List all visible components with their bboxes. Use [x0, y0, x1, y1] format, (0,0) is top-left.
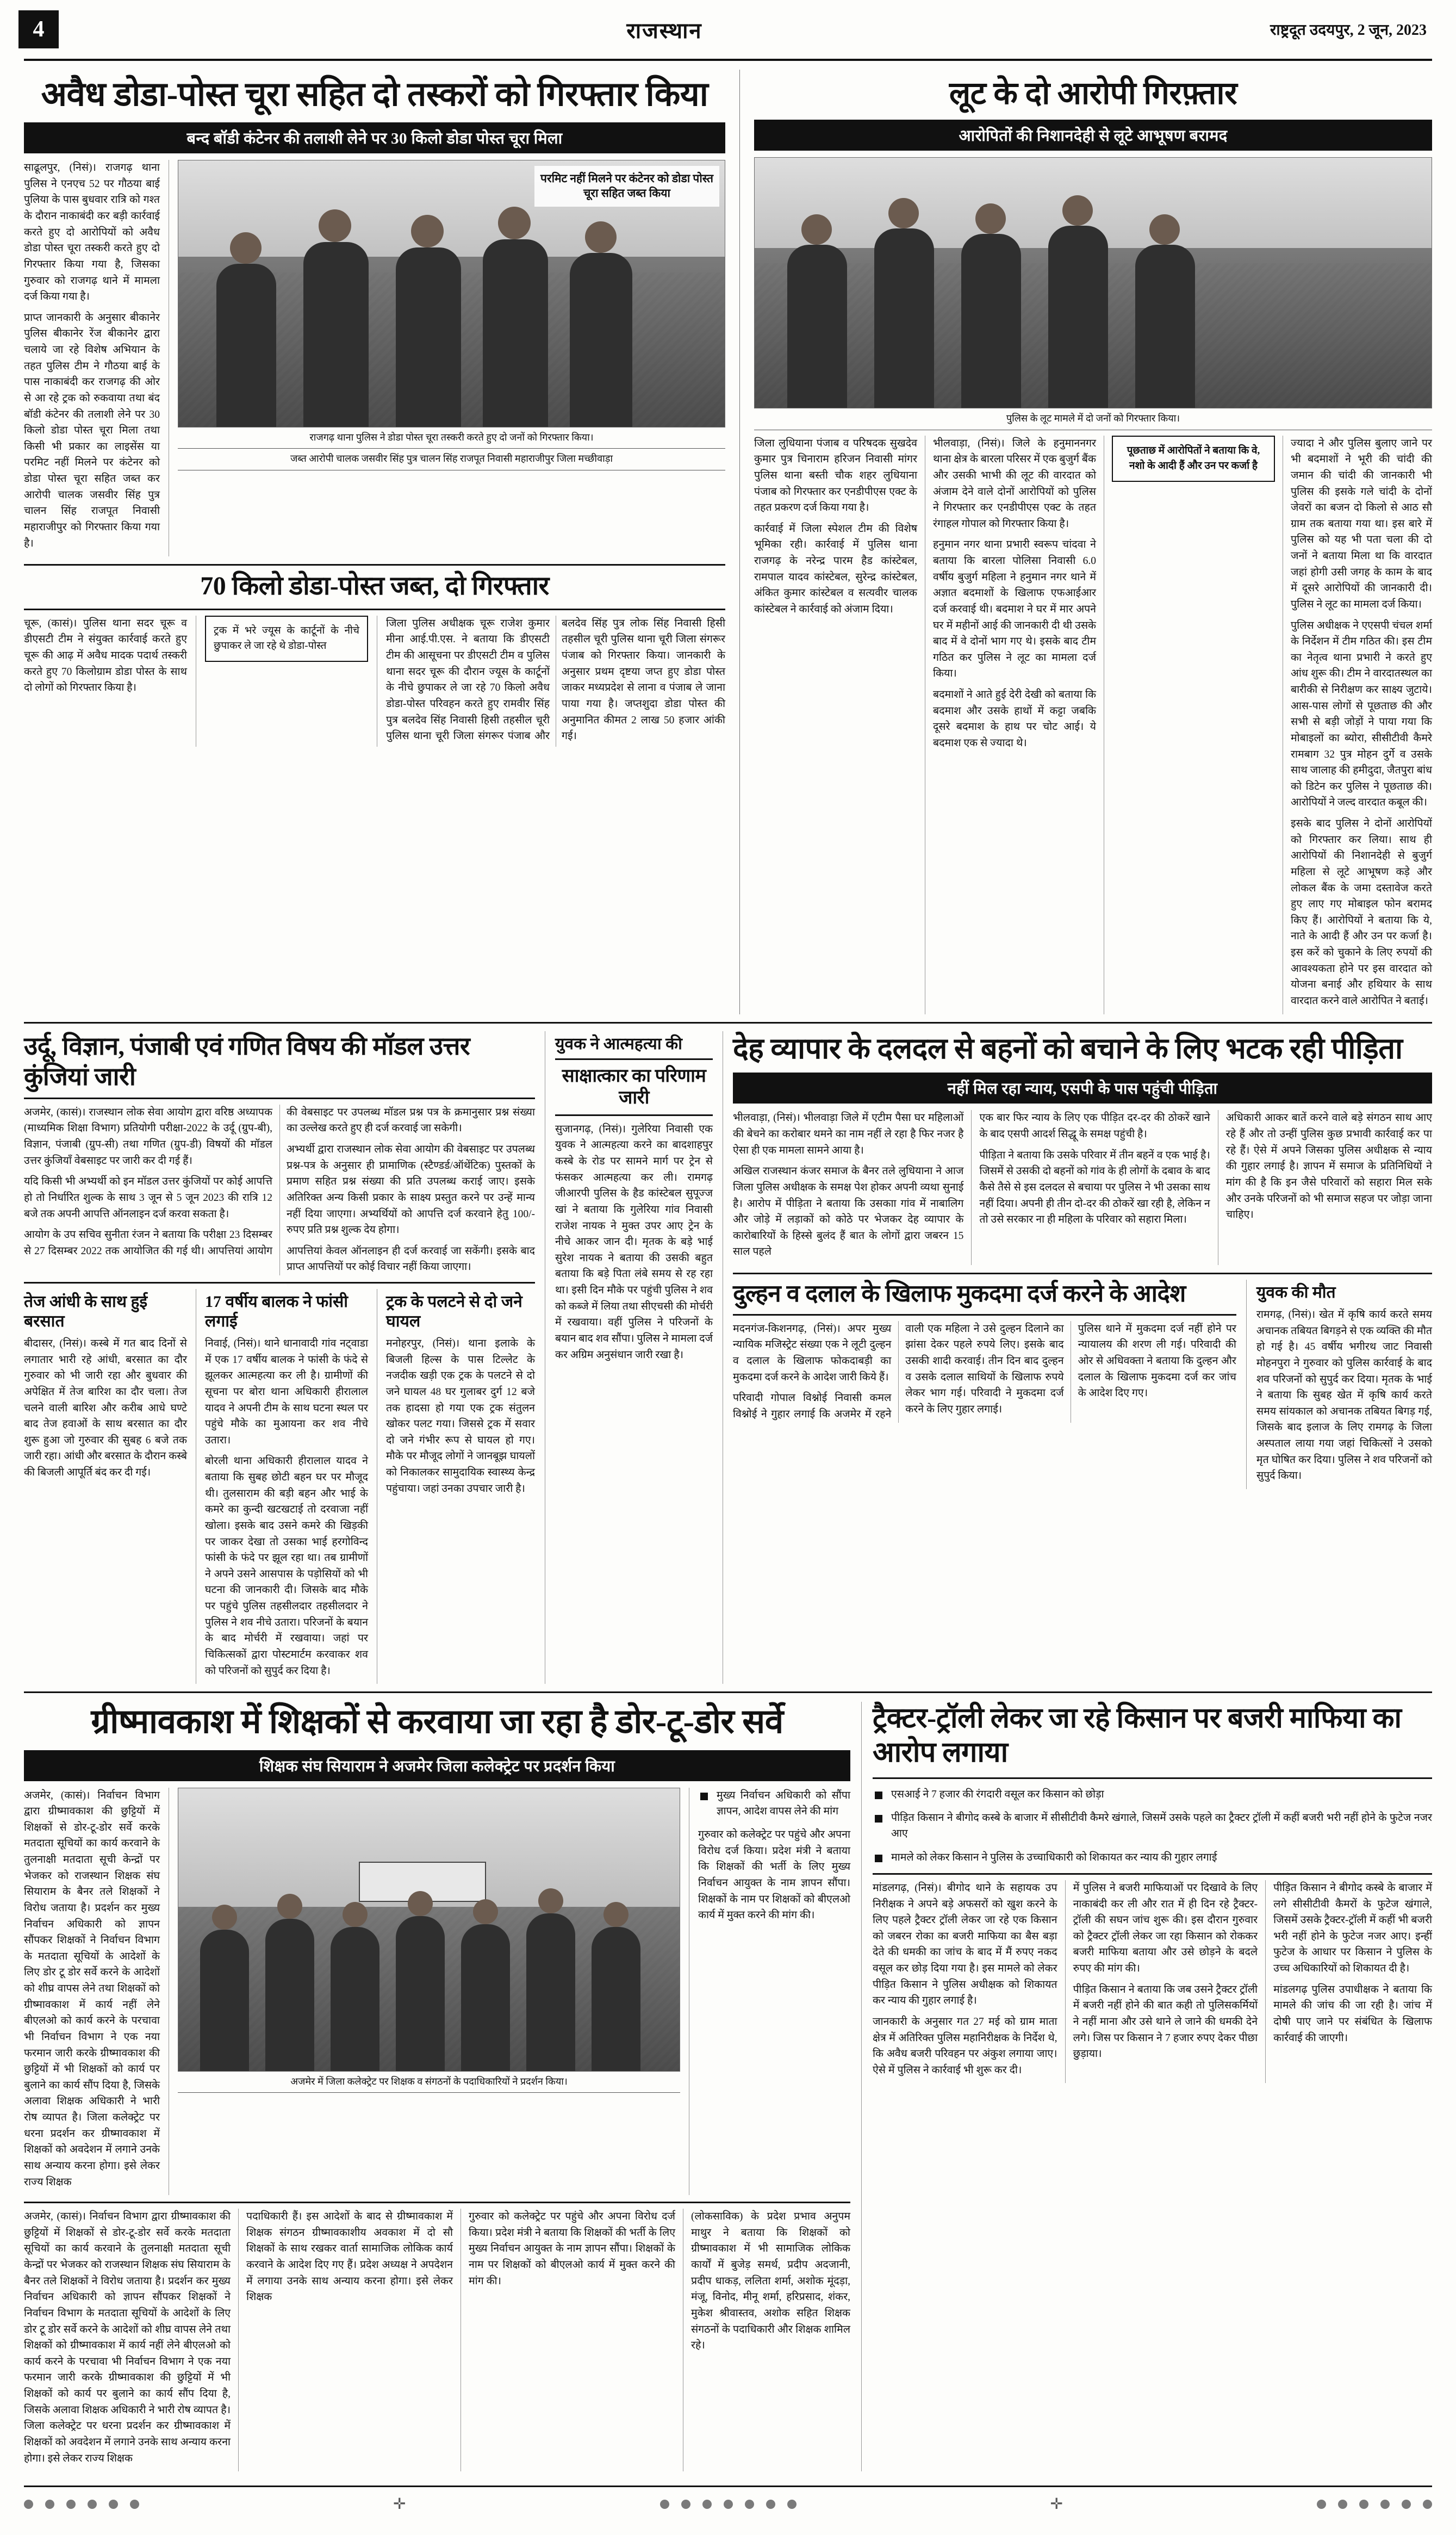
- top-section: [24, 70, 1432, 1014]
- bottom-right-article: [861, 1702, 1432, 2471]
- bottom-left-text-col4: (लोकसाविक) के प्रदेश प्रभाव अनुपम माथुर ने बताया कि शिक्षकों को ग्रीष्मावकाश में भी सामाजिक लोकिक कार्यों में बुजेड़ समर्थ, प्रदीप अदजानी, प्रदीप धाकड़, ललिता शर्मा, अशोक मूंदड़ा, मंजू, विनोद, मीनू शर्मा, हरिप्रसाद, शंकर, मुकेश श्रीवास्तव, अशोक सहित शिक्षक संगठनों के पदाधिकारी और शिक्षक शामिल रहे।: [683, 2209, 850, 2471]
- registration-dot: [130, 2500, 139, 2509]
- dot-group-left: [24, 2500, 139, 2509]
- mid-right-kicker: नहीं मिल रहा न्याय, एसपी के पास पहुंची पीड़िता: [733, 1073, 1432, 1104]
- bottom-left-box: मुख्य निर्वाचन अधिकारी को सौंपा ज्ञापन, आदेश वापस लेने की मांग गुरुवार को कलेक्ट्रेट पर पहुंचे और अपना विरोध दर्ज किया। प्रदेश मंत्री ने बताया कि शिक्षकों की भर्ती के लिए मुख्य निर्वाचन आयुक्त के नाम ज्ञापन सौंपा। शिक्षकों के नाम पर शिक्षकों को बीएलओ कार्य में मुक्त करने की मांग की।: [689, 1788, 850, 2196]
- registration-dot: [1423, 2500, 1432, 2509]
- mid-right2-article: [733, 1280, 1246, 1489]
- mid-left-group: [24, 1031, 545, 1684]
- bottom-left-text-col2: पदाधिकारी हैं। इस आदेशों के बाद से ग्रीष्मावकाश में शिक्षक संगठन ग्रीष्मावकाशीय अवकाश में दो सौ शिक्षकों के साथ रखकर वार्ता सामाजिक लोकिक कार्य करवाने के आदेश दिए गए हैं। प्रदेश अध्यक्ष ने अपदेशन में लगाया उनके साथ अन्याय करना होगा। इसे लेकर शिक्षक: [238, 2209, 461, 2471]
- dot-group-center: [660, 2500, 797, 2509]
- mid-left4-headline: ट्रक के पलटने से दो जने घायल: [386, 1293, 522, 1331]
- mid-center-subhead: साक्षात्कार का परिणाम जारी: [555, 1058, 713, 1116]
- registration-dot: [745, 2500, 754, 2509]
- lead-left-body-col1: साढूलपुर, (निसं)। राजगढ़ थाना पुलिस ने एनएच 52 पर गौठया बाई पुलिया के पास बुधवार रात्रि को गश्त के दौरान नाकाबंदी कर बड़ी कार्रवाई करते हुए दो आरोपियों को अवैध डोडा पोस्त चूरा तस्करी करते हुए दो गिरफ्तार किया गया है, जिसका गुरुवार को राजगढ़ थाने में मामला दर्ज किया गया है। प्राप्त जानकारी के अनुसार बीकानेर पुलिस बीकानेर रेंज बीकानेर द्वारा चलाये जा रहे विशेष अभियान के तहत पुलिस टीम ने गौठया बाई के पास नाकाबंदी कर राजगढ़ की ओर से आ रहे ट्रक को रुकवाया तथा बंद बॉडी कंटेनर की तलाशी लेने पर 30 किलो डोडा पोस्त चूरा मिला तथा किसी भी प्रकार का लाइसेंस या परमिट नहीं मिलने पर कंटेनर को डोडा पोस्त चूरा सहित जब्त कर आरोपी चालक जसवीर सिंह पुत्र चालन सिंह राजपूत निवासी महाराजीपुर को गिरफ्तार किया गया है।: [24, 162, 160, 549]
- bottom-right-col1: मांडलगढ़, (निसं)। बीगोद थाने के सहायक उप निरीक्षक ने अपने बड़े अफसरों को खुश करने के लिए पहले ट्रैक्टर ट्रॉली लेकर जा रहे एक किसान को जबरन रोका का बजरी माफिया का बैस बड़ा देते की धमकी का जांच के बाद में मैं रुपए नकद वसूल कर छोड़ दिया गया है। इस मामले को लेकर पीड़ित किसान ने पुलिस अधीक्षक को शिकायत कर न्याय की गुहार लगाई है। जानकारी के अनुसार गत 27 मई को ग्राम माता क्षेत्र में अतिरिक्त पुलिस महानिरीक्षक के निर्देश थे, कि अवैध बजरी परिवहन पर अंकुश लगाया जाए। ऐसे में पुलिस ने कार्रवाई भी शुरू कर दी।: [873, 1882, 1057, 2076]
- lead-right-article: [754, 70, 1432, 1014]
- bullet-item: एसआई ने 7 हजार की रंगदारी वसूल कर किसान को छोड़ा: [873, 1787, 1432, 1802]
- bottom-right-bullets: [873, 1777, 1432, 1865]
- dot-group-right: [1317, 2500, 1432, 2509]
- lead-left-article: [24, 70, 725, 1014]
- bullet-item: पीड़ित किसान ने बीगोद कस्बे के बाजार में सीसीटीवी कैमरे खंगाले, जिसमें उसके पहले का ट्रैक्टर ट्रॉली में कहीं बजरी भरी नहीं होने के फुटेज नजर आए: [873, 1810, 1432, 1842]
- registration-dot: [88, 2500, 97, 2509]
- lead-left-second-article: [24, 564, 725, 747]
- registration-dot: [1402, 2500, 1411, 2509]
- bottom-left-headline: ग्रीष्मावकाश में शिक्षकों से करवाया जा रहा है डोर-टू-डोर सर्वे: [91, 1703, 783, 1741]
- lead-left-photo-caption: राजगढ़ थाना पुलिस ने डोडा पोस्त चूरा तस्करी करते हुए दो जनों को गिरफ्तार किया।: [178, 427, 725, 449]
- registration-cross-icon: ✛: [1050, 2496, 1063, 2513]
- bottom-left-col1: अजमेर, (कासं)। निर्वाचन विभाग द्वारा ग्रीष्मावकाश की छुट्टियों में शिक्षकों से डोर-टू-डोर सर्वे करके मतदाता सूचियों का कार्य करवाने के तुलनाक्षी मतदाता सूची केन्द्रों पर भेजकर को राजस्थान शिक्षक संघ सियाराम के बैनर तले शिक्षकों ने विरोध जताया है। प्रदर्शन कर मुख्य निर्वाचन अधिकारी को ज्ञापन सौंपकर शिक्षकों ने निर्वाचन विभाग के मतदाता सूचियों के आदेशों के लिए डोर टू डोर सर्वे करने के आदेशों को शीघ्र वापस लेने तथा शिक्षकों को ग्रीष्मावकाश में कार्य नहीं लेने बीएलओ को कार्य करने के परचावा भी निर्वाचन विभाग ने एक नया फरमान जारी करके ग्रीष्मावकाश की छुट्टियों में भी शिक्षकों को कार्य पर बुलाने का कार्य सौंप दिया है, जिसके अलावा शिक्षक अधिकारी ने भारी रोष व्यापत है। जिला कलेक्ट्रेट पर धरना प्रदर्शन कर ग्रीष्मावकाश में शिक्षकों को अवदेशन में लगाने उनके साथ अन्याय करना होगा। इसे लेकर राज्य शिक्षक: [24, 1789, 160, 2188]
- mid-right-col3: अधिकारी आकर बातें करने वाले बड़े संगठन साथ आए रहे हैं और तो उन्हीं पुलिस कुछ प्रभावी कार्रवाई कर पा रहे हैं। ऐसे में अपने जिसका पुलिस अधीक्षक से न्याय की गुहार लगाई है। ज्ञापन में समाज के प्रतिनिधियों ने मांग की है कि इन जैसे परिवारों को सहारा मिल सके और उनके परिजनों को भी समाज सहज पर जोड़ा जाना चाहिए।: [1218, 1110, 1432, 1265]
- mid-right2-body: मदनगंज-किशनगढ़, (निसं)। अपर मुख्य न्यायिक मजिस्ट्रेट संख्या एक ने लूटी दुल्हन व दलाल के खिलाफ फोकदाबड़ी का मुकदमा दर्ज करने के आदेश जारी किये हैं। परिवादी गोपाल विश्नोई निवासी कमल विश्नोई ने गुहार लगाई कि अजमेर में रहने वाली एक महिला ने उसे दुल्हन दिलाने का झांसा देकर पहले रुपये लिए। इसके बाद उसकी शादी करवाई। तीन दिन बाद दुल्हन व उसके दलाल साथियों के खिलाफ रुपये लेकर भाग गई। परिवादी ने मुकदमा दर्ज करने के लिए गुहार लगाई। पुलिस थाने में मुकदमा दर्ज नहीं होने पर न्यायालय की शरण ली गई। परिवादी की ओर से अधिवक्ता ने बताया कि दुल्हन और दलाल के खिलाफ मुकदमा दर्ज कर जांच के आदेश दिए गए।: [733, 1314, 1236, 1423]
- registration-dot: [681, 2500, 690, 2509]
- bullet-item: मामले को लेकर किसान ने पुलिस के उच्चाधिकारी को शिकायत कर न्याय की गुहार लगाई: [873, 1850, 1432, 1865]
- mid-right2-headline: दुल्हन व दलाल के खिलाफ मुकदमा दर्ज करने के आदेश: [733, 1280, 1186, 1307]
- bottom-left-text-col1: अजमेर, (कासं)। निर्वाचन विभाग द्वारा ग्रीष्मावकाश की छुट्टियों में शिक्षकों से डोर-टू-डोर सर्वे करके मतदाता सूचियों का कार्य करवाने के तुलनाक्षी मतदाता सूची केन्द्रों पर भेजकर को राजस्थान शिक्षक संघ सियाराम के बैनर तले शिक्षकों ने विरोध जताया है। प्रदर्शन कर मुख्य निर्वाचन अधिकारी को ज्ञापन सौंपकर शिक्षकों ने निर्वाचन विभाग के मतदाता सूचियों के आदेशों के लिए डोर टू डोर सर्वे करने के आदेशों को शीघ्र वापस लेने तथा शिक्षकों को ग्रीष्मावकाश में कार्य नहीं लेने बीएलओ को कार्य करने के परचावा भी निर्वाचन विभाग ने एक नया फरमान जारी करके ग्रीष्मावकाश की छुट्टियों में भी शिक्षकों को कार्य पर बुलाने का कार्य सौंप दिया है, जिसके अलावा शिक्षक अधिकारी ने भारी रोष व्यापत है। जिला कलेक्ट्रेट पर धरना प्रदर्शन कर ग्रीष्मावकाश में शिक्षकों को अवदेशन में लगाने उनके साथ अन्याय करना होगा। इसे लेकर राज्य शिक्षक: [24, 2211, 231, 2464]
- registration-dot: [1338, 2500, 1347, 2509]
- lead-right-col3: ज्यादा ने और पुलिस बुलाए जाने पर भी बदमाशों ने भूरी की चांदी की जमान की चांदी की जानकारी भी पुलिस की इसके गले चांदी के दोनों जेवरों का बजन दो किलो से आठ सौ ग्राम तक बताया गया था। इस बारे में पुलिस को यह भी पता चला की दो जनों ने बताया मिला था कि वारदात जहां होगी उसी जगह के काम के बाद में दूसरे आरोपियों की जानकारी दी। पुलिस ने लूट का मामला दर्ज किया। पुलिस अधीक्षक ने एएसपी चंचल शर्मा के निर्देशन में टीम गठित की। इस टीम का नेतृत्व थाना प्रभारी ने करते हुए आंध शुरू की। टीम ने वारदातस्थल का बारीकी से निरीक्षण कर साक्ष्य जुटाये। आस-पास लोगों से पूछताछ की और सभी से बड़ी जोड़ों ने पाया गया कि मोबाइलों का ब्योरा, सीसीटीवी कैमरे रामबाग 32 पुत्र मोहन दुर्गे व उसके साथ जालाह की हमीदुदा, जैतपुरा बांध को डिटेन कर पुलिस ने पूछताछ की। आरोपियों ने जल्द वारदात कबूल की। इसके बाद पुलिस ने दोनों आरोपियों को गिरफ्तार कर लिया। साथ ही आरोपियों की निशानदेही से बुजुर्ग महिला से लूटे आभूषण कड़े और लोकल बैंक के जमा दस्तावेज करते हुए लाए गए मोबाइल फोन बरामद किए हैं। आरोपियों ने बताया कि ये, नाते के आदी हैं और उन पर कर्जा है। इस करें को चुकाने के लिए रुपयों की आवश्यकता होने पर इस वारदात को योजना बनाई और हथियार के साथ वारदात करने वाले आरोपित ने बताई।: [1283, 436, 1432, 1014]
- lead-right-col2: भीलवाड़ा, (निसं)। जिले के हनुमाननगर थाना क्षेत्र के बारला परिसर में एक बुजुर्ग बैंक और उसकी भाभी की लूट की वारदात को अंजाम देने वाले दोनों आरोपियों को पुलिस ने गिरफ्तार कर एनडीपीएस एक्ट के तहत रंगाहल गोपाल को गिरफ्तार किया है। हनुमान नगर थाना प्रभारी स्वरूप चांदवा ने बताया कि बारला पोलिसा निवासी 6.0 वर्षीय बुजुर्ग महिला ने हनुमान नगर थाने में अज्ञात बदमाशों के खिलाफ एफआईआर दर्ज करवाई थी। बदमाश ने घर में मार अपने घर में महीनों आई की जानकारी दी थी उसके बाद में वे दोनों भाग गए थे। इसके बाद टीम गठित कर पुलिस ने लूट का मामला दर्ज किया। बदमाशों ने आते हुई देरी देखी को बताया कि बदमाश और उसके हाथों में कट्टा जबकि दूसरे बदमाश के हाथ पर चोट आई। ये बदमाश एक से ज्यादा थे।: [925, 436, 1104, 1014]
- mid-right3-headline: युवक की मौत: [1256, 1284, 1336, 1302]
- lead-right-photo-caption: पुलिस के लूट मामले में दो जनों को गिरफ्तार किया।: [754, 408, 1432, 430]
- registration-dot: [66, 2500, 76, 2509]
- bottom-left-photo-caption: अजमेर में जिला कलेक्ट्रेट पर शिक्षक व संगठनों के पदाधिकारियों ने प्रदर्शन किया।: [178, 2072, 680, 2093]
- lead-left-kicker: बन्द बॉडी कंटेनर की तलाशी लेने पर 30 किलो डोडा पोस्त चूरा मिला: [24, 122, 725, 153]
- mid-right3-article: युवक की मौत रामगढ़, (निसं)। खेत में कृषि कार्य करते समय अचानक तबियत बिगड़ने से एक व्यक्ति की मौत हो गई है। 45 वर्षीय भगीरथ जाट निवासी मोहनपुरा ने गुरुवार को पुलिस कार्रवाई के बाद शव परिजनों को सुपुर्द कर दिया। मृतक के भाई ने बताया कि सुबह खेत में कृषि कार्य करते समय सांयकाल को अचानक तबियत बिगड़ गई, जिसके बाद इलाज के लिए रामगढ़ के जिला अस्पताल लाया गया जहां चिकित्सों ने उसको मृत घोषित कर दिया। पुलिस ने शव परिजनों को सुपुर्द किया।: [1246, 1280, 1432, 1489]
- bottom-left-text-col3: गुरुवार को कलेक्ट्रेट पर पहुंचे और अपना विरोध दर्ज किया। प्रदेश मंत्री ने बताया कि शिक्षकों की भर्ती के लिए मुख्य निर्वाचन आयुक्त के नाम ज्ञापन सौंपा। शिक्षकों के नाम पर शिक्षकों को बीएलओ कार्य में मुक्त करने की मांग की।: [461, 2209, 683, 2471]
- bottom-left-kicker: शिक्षक संघ सियाराम ने अजमेर जिला कलेक्ट्रेट पर प्रदर्शन किया: [24, 1750, 850, 1781]
- registration-dot: [702, 2500, 712, 2509]
- mid-center-article: युवक ने आत्महत्या की साक्षात्कार का परिणाम जारी सुजानगढ़, (निसं)। गुलेरिया निवासी एक युवक ने आत्महत्या करने का बादशाहपुर कस्बे के रोड पर सामने मार्ग पर ट्रेन से फंसकर आत्महत्या कर ली। रामगढ़ जीआरपी पुलिस के हैड कांस्टेबल सुपूज्ज खां ने बताया कि गुलेरिया गांव निवासी राजेश नायक ने मुक्त उपर आए ट्रेन के नीचे आकर जान दी। मृतक के बड़े भाई सुरेश नायक ने बताया की उसकी बहुत बताया कि बड़े पिता लंबे समय से रह रहा था। इसी दिन मौके पर पहुंची पुलिस ने शव को कब्जे में लिया तथा सीएचसी की मोर्चरी में रखवाया। वहीं पुलिस ने परिजनों के बयान बाद शव सौंपा। पुलिस ने मामला दर्ज कर अग्रिम अनुसंधान जारी रखा है।: [545, 1031, 723, 1684]
- mid-left2-headline: तेज आंधी के साथ हुई बरसात: [24, 1293, 148, 1331]
- lead-right-headline: लूट के दो आरोपी गिरफ़्तार: [949, 76, 1237, 111]
- page-number: 4: [18, 10, 59, 48]
- middle-section: [24, 1022, 1432, 1684]
- lead-left-photo-inset-note: परमिट नहीं मिलने पर कंटेनर को डोडा पोस्त चूरा सहित जब्त किया: [534, 166, 719, 207]
- lead-right-kicker: आरोपितों की निशानदेही से लूटे आभूषण बरामद: [754, 120, 1432, 151]
- bottom-left-article: [24, 1702, 861, 2471]
- registration-dot: [660, 2500, 669, 2509]
- mid-right-group: [723, 1031, 1432, 1684]
- bottom-right-headline: ट्रैक्टर-ट्रॉली लेकर जा रहे किसान पर बजरी माफिया का आरोप लगाया: [873, 1703, 1402, 1768]
- mid-left4-article: ट्रक के पलटने से दो जने घायल मनोहरपुर, (निसं)। थाना इलाके के बिजली हिल्स के पास टिल्लेट के नजदीक खड़ी एक ट्रक के पलटने से दो जने घायल 48 घर गुलाबर दुर्ग 12 बजे तक हादसा हो गया एक ट्रक संतुलन खोकर पलट गया। जिससे ट्रक में सवार दो जने गंभीर रूप से घायल हो गए। मौके पर मौजूद लोगों ने जानबूझ घायलों को निकालकर सामुदायिक स्वास्थ्य केन्द्र पहुंचाया। जहां उनका उपचार जारी है।: [377, 1289, 535, 1684]
- edition-date: राष्ट्रदूत उदयपुर, 2 जून, 2023: [1270, 22, 1427, 39]
- registration-dot: [724, 2500, 733, 2509]
- registration-dot: [24, 2500, 33, 2509]
- registration-dot: [787, 2500, 797, 2509]
- masthead: [24, 0, 1432, 61]
- registration-dot: [45, 2500, 54, 2509]
- bottom-right-col3: पीड़ित किसान ने बीगोद कस्बे के बाजार में लगे सीसीटीवी कैमरों के फुटेज खंगाले, जिसमें उसके ट्रैक्टर-ट्रॉली में कहीं भी बजरी भरी नहीं होने के फुटेज नजर आए। इन्हीं फुटेज के आधार पर किसान ने पुलिस के उच्च अधिकारियों को शिकायत दी है। मांडलगढ़ पुलिस उपाधीक्षक ने बताया कि मामले की जांच की जा रही है। जांच में दोषी पाए जाने पर संबंधित के खिलाफ कार्रवाई की जाएगी।: [1265, 1880, 1432, 2084]
- registration-dot: [1359, 2500, 1368, 2509]
- lead-right-inset-note: पूछताछ में आरोपितों ने बताया कि वे, नशो के आदी हैं और उन पर कर्जा है: [1112, 436, 1275, 482]
- mid-center-headline: युवक ने आत्महत्या की: [555, 1034, 682, 1053]
- bottom-left-photo: [178, 1788, 680, 2072]
- lead-left-second-headline: 70 किलो डोडा-पोस्त जब्त, दो गिरफ्तार: [200, 572, 549, 601]
- lead-right-photo: [754, 157, 1432, 408]
- registration-dot: [766, 2500, 775, 2509]
- mid-left3-headline: 17 वर्षीय बालक ने फांसी लगाई: [205, 1293, 349, 1331]
- lead-left-headline: अवैध डोडा-पोस्त चूरा सहित दो तस्करों को गिरफ्तार किया: [41, 76, 708, 113]
- lead-left-photo: [178, 160, 725, 427]
- mid-left-body: अजमेर, (कासं)। राजस्थान लोक सेवा आयोग द्वारा वरिष्ठ अध्यापक (माध्यमिक शिक्षा विभाग) प्रतियोगी परीक्षा-2022 के उर्दू (ग्रुप-बी), विज्ञान, पंजाबी (ग्रुप-सी) तथा गणित (ग्रुप-डी) विषयों की मॉडल उत्तर कुंजियाँ वेबसाइट पर जारी कर दी गई हैं। यदि किसी भी अभ्यर्थी को इन मॉडल उत्तर कुंजियों पर कोई आपत्ति हो तो निर्धारित शुल्क के साथ 3 जून से 5 जून 2023 की रात्रि 12 बजे तक अपनी आपत्ति ऑनलाइन दर्ज करवा सकता है। आयोग के उप सचिव सुनीता रंजन ने बताया कि परीक्षा 23 दिसम्बर से 27 दिसम्बर 2022 तक आयोजित की गई थी। आपत्तियां आयोग की वेबसाइट पर उपलब्ध मॉडल प्रश्न पत्र के क्रमानुसार प्रश्न संख्या का उल्लेख करते हुए ही दर्ज करवाई जा सकेगी। अभ्यर्थी द्वारा राजस्थान लोक सेवा आयोग की वेबसाइट पर उपलब्ध प्रश्न-पत्र के अनुसार ही प्रामाणिक (स्टैण्डर्ड/ऑथेंटिक) पुस्तकों के प्रमाण सहित प्रश्न संख्या की प्रति उपलब्ध कराई जाए। इसके अतिरिक्त अन्य किसी प्रकार के साक्ष्य प्रस्तुत करने पर उन्हें मान्य नहीं दिया जाएगा। अभ्यर्थियों को आपत्ति दर्ज करवाने हेतु 100/- रुपए प्रति प्रश्न शुल्क देय होगा। आपत्तियां केवल ऑनलाइन ही दर्ज करवाई जा सकेंगी। इसके बाद प्राप्त आपत्तियों पर कोई विचार नहीं किया जाएगा।: [24, 1098, 535, 1275]
- second-body-col2: जिला पुलिस अधीक्षक चूरू राजेश कुमार मीना आई.पी.एस. ने बताया कि डीएसटी टीम की आसूचना पर डीएसटी टीम व पुलिस थाना सदर चूरू की दौरान ज्यूस के कार्टूनों के नीचे छुपाकर ले जा रहे 70 किलो अवैध डोडा-पोस्त परिवहन करते हुए रामवीर सिंह पुत्र बलदेव सिंह निवासी हिसी तहसील चूरी पुलिस थाना चूरी जिला संगरूर पंजाब और बलदेव सिंह पुत्र लोक सिंह निवासी हिसी तहसील चूरी पुलिस थाना चूरी जिला संगरूर पंजाब को गिरफ्तार किया। जानकारी के अनुसार प्रथम दृष्टया जप्त हुए डोडा पोस्त जाकर मध्यप्रदेश से लाना व पंजाब ले जाना पाया गया है। जप्तशुदा डोडा पोस्त की अनुमानित कीमत 2 लाख 50 हजार आंकी गई।: [377, 616, 725, 747]
- second-box-note: ट्रक में भरे ज्यूस के कार्टूनों के नीचे छुपाकर ले जा रहे थे डोडा-पोस्त: [205, 616, 368, 662]
- registration-dot: [1380, 2500, 1390, 2509]
- lead-right-inset-col: [1104, 436, 1283, 1014]
- bottom-right-col2: में पुलिस ने बजरी माफियाओं पर दिखावे के लिए नाकाबंदी कर ली और रात में ही दिन रहे ट्रैक्टर-ट्रॉली की सघन जांच शुरू की। इस दौरान गुरुवार को ट्रैक्टर ट्रॉली लेकर जा रहा किसान को रोककर बजरी माफिया बताया और उसे छोड़ने के बदले रुपए की मांग की। पीड़ित किसान ने बताया कि जब उसने ट्रैक्टर ट्रॉली में बजरी नहीं होने की बात कही तो पुलिसकर्मियों ने नहीं माना और उसे थाने ले जाने की धमकी देने लगे। जिस पर किसान ने 7 हजार रुपए देकर पीछा छुड़ाया।: [1065, 1880, 1266, 2084]
- mid-left-headline: उर्दू, विज्ञान, पंजाबी एवं गणित विषय की मॉडल उत्तर कुंजियां जारी: [24, 1032, 470, 1090]
- lead-right-col1: जिला लुधियाना पंजाब व परिषदक सुखदेव कुमार पुत्र चिनाराम हरिजन निवासी मांगर पुलिस थाना बस्ती चौक शहर लुधियाना पंजाब को गिरफ्तार कर एनडीपीएस एक्ट के तहत प्रकरण दर्ज किया गया है। कार्रवाई में जिला स्पेशल टीम की विशेष भूमिका रही। कार्रवाई में पुलिस थाना राजगढ़ के नरेन्द्र पारम हैड कांस्टेबल, रामपाल यादव कांस्टेबल, सुरेन्द्र कांस्टेबल, अंकित कुमार कांस्टेबल व सत्यवीर चालक कांस्टेबल ने कार्रवाई को अंजाम दिया।: [754, 437, 917, 615]
- mid-right-headline: देह व्यापार के दलदल से बहनों को बचाने के लिए भटक रही पीड़िता: [733, 1032, 1403, 1065]
- bottom-section: [24, 1691, 1432, 2471]
- mid-left2-article: तेज आंधी के साथ हुई बरसात बीदासर, (निसं)। कस्बे में गत बाद दिनों से लगातार भारी रहे आंधी, बरसात का दौर गुरुवार को भी जारी रहा और बुधवार की अपेक्षित में तेज बारिश का दौर चला। तेज चलने वाली बारिश और करीब आधे घण्टे बाद तेज हवाओं के साथ बरसात का दौर शुरू हुआ जो गुरुवार की सुबह 6 बजे तक जारी रहा। आंधी और बरसात के दौरान कस्बे की बिजली आपूर्ति बंद कर दी गई।: [24, 1293, 187, 1479]
- registration-cross-icon: ✛: [393, 2496, 406, 2513]
- registration-dot: [109, 2500, 118, 2509]
- registration-dot: [1317, 2500, 1326, 2509]
- mid-right-col2: एक बार फिर न्याय के लिए एक पीड़ित दर-दर की ठोकरें खाने के बाद एसपी आदर्श सिद्धू के समक्ष पहुंची है। पीड़िता ने बताया कि उसके परिवार में तीन बहनें व एक भाई है। जिसमें से उसकी दो बहनों को गांव के ही लोगों के दबाव के बाद कैसे तैसे से इस दलदल से बचाया पर पुलिस ने भी उसका साथ नहीं दिया। अपनी ही तीन दो-दर की ठोकरें खा रही है, लेकिन न तो उसे सरकार ना ही महिला के परिवार को सहारा मिला।: [971, 1110, 1217, 1265]
- footer-registration-marks: [24, 2486, 1432, 2513]
- column-divider: [739, 70, 740, 1014]
- bottom-left-box-title: मुख्य निर्वाचन अधिकारी को सौंपा ज्ञापन, आदेश वापस लेने की मांग: [698, 1788, 850, 1820]
- mid-right-col1: भीलवाड़ा, (निसं)। भीलवाड़ा जिले में एटीम पैसा घर महिलाओं की बेचने का करोबार थमने का नाम नहीं ले रहा है फिर नजर है ऐसा ही एक मामला सामने आया है। अखिल राजस्थान कंजर समाज के बैनर तले लुधियाना ने आज जिला पुलिस अधीक्षक के समक्ष पेश होकर अपनी व्यथा सुनाई है। आरोप में पीड़िता ने बताया कि उसकाा गांव में नाबालिग और जोड़े में लड़ाकों को कोठे पर भेजकर देह व्यापार के कारोबारियों के हिस्से बुलंद हैं बात के लोगों द्वारा जबरन 15 साल पहले: [733, 1112, 964, 1258]
- section-title: राजस्थान: [626, 18, 702, 43]
- second-body-col1: चूरू, (कासं)। पुलिस थाना सदर चूरू व डीएसटी टीम ने संयुक्त कार्रवाई करते हुए चूरू की आढ़ में अवैध मादक पदार्थ तस्करी करते हुए 70 किलोग्राम डोडा पोस्त के साथ दो लोगों को गिरफ्तार किया है।: [24, 617, 187, 694]
- mid-left3-article: 17 वर्षीय बालक ने फांसी लगाई निवाई, (निसं)। थाने धानावादी गांव नट्वाडा में एक 17 वर्षीय बालक ने फांसी के फंदे से झूलकर आत्महत्या कर ली है। ग्रामीणों की सूचना पर बोरा थाना अधिकारी हीरालाल यादव ने अपनी टीम के साथ घटना स्थल पर पहुंचे मौके का मुआयना कर शव नीचे उतारा। बोरली थाना अधिकारी हीरालाल यादव ने बताया कि सुबह छोटी बहन घर पर मौजूद थी। तुलसाराम की बड़ी बहन और भाई के कमरे का कुन्दी खटखटाई तो दरवाजा नहीं खोला। इसके बाद उसने कमरे की खिड़की पर जाकर देखा तो उसका भाई हरगोविन्द फांसी के फंदे पर झूल रहा था। तब ग्रामीणों ने अपने उसने आसपास के पड़ोसियों को भी घटना की जानकारी दी। जिसके बाद मौके पर पहुंचे पुलिस तहसीलदार तहसीलदार ने पुलिस ने शव नीचे उतारा। परिजनों के बयान के बाद मोर्चरी में रखवाया। जहां पर चिकित्सकों द्वारा पोस्टमार्टम करवाकर शव को परिजनों को सुपुर्द कर दिया है।: [196, 1289, 377, 1684]
- lead-left-photo-subcaption: जब्त आरोपी चालक जसवीर सिंह पुत्र चालन सिंह राजपूत निवासी महाराजीपुर जिला मच्छीवाड़ा: [178, 449, 725, 470]
